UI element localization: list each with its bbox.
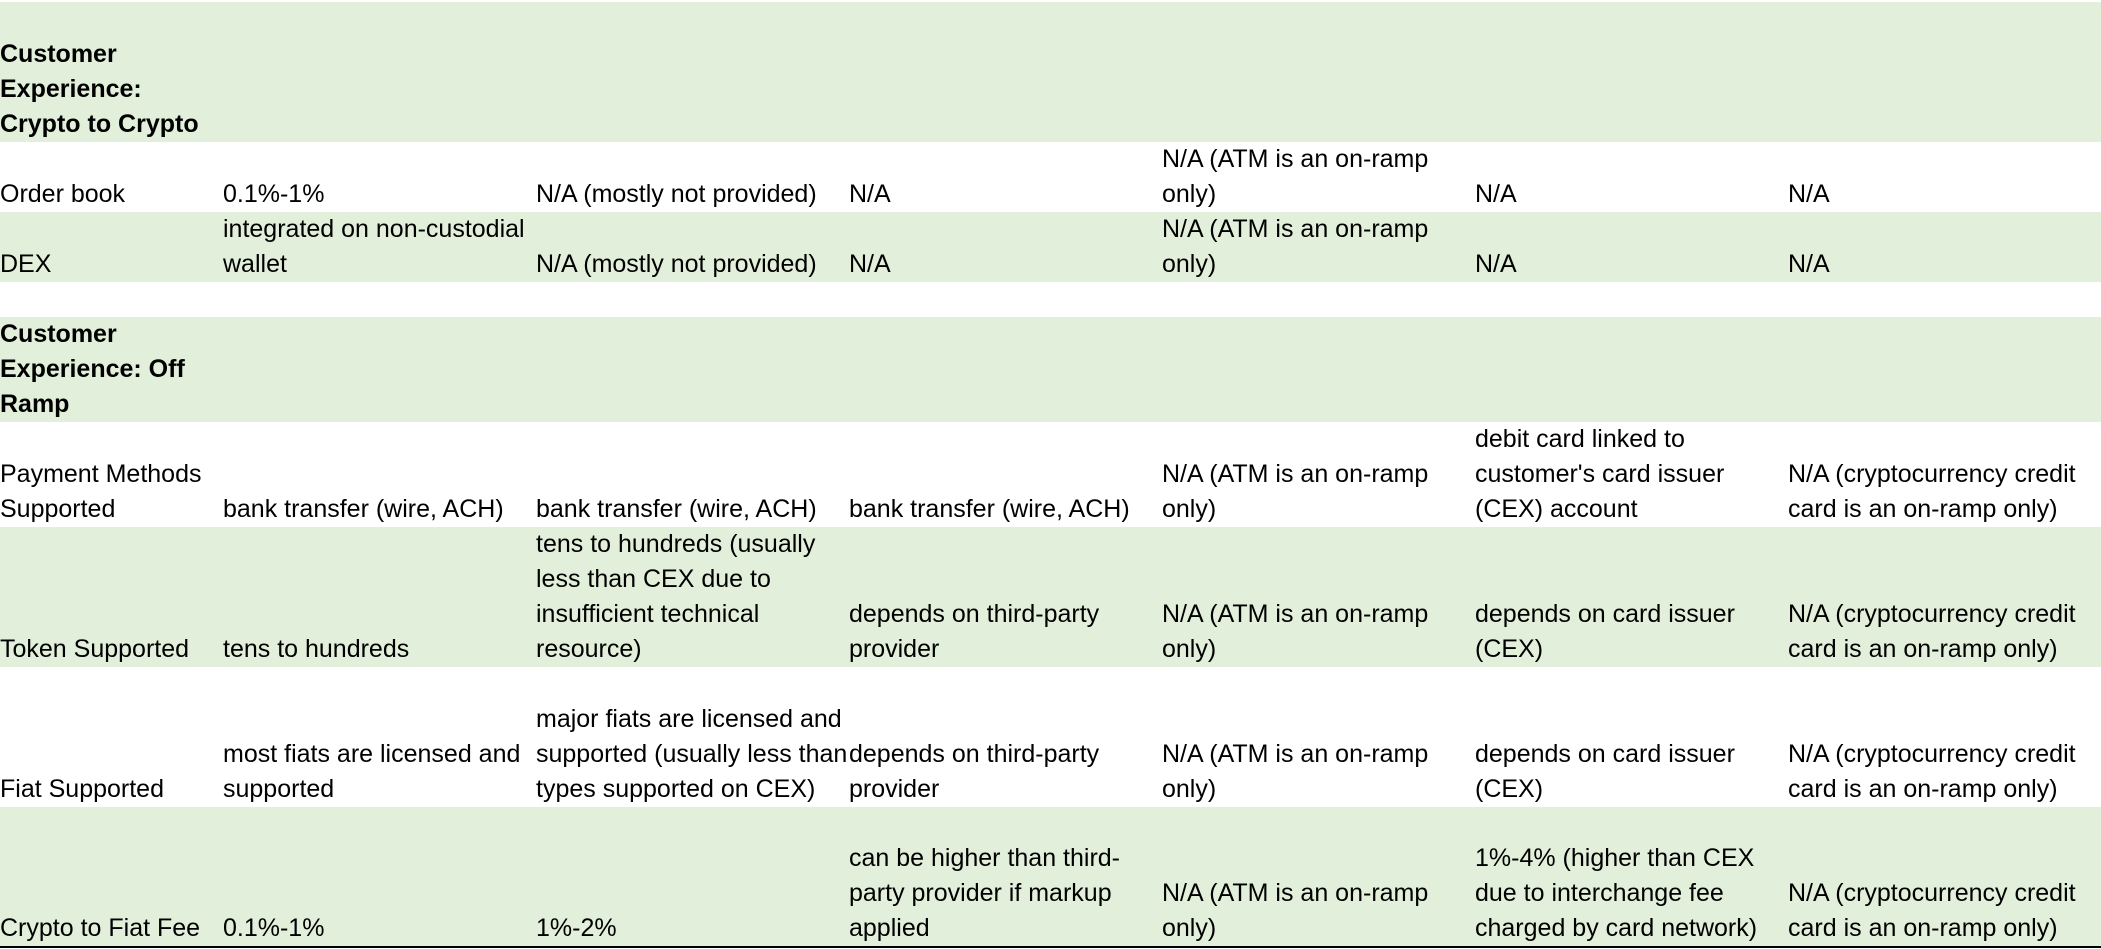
cell: N/A (cryptocurrency credit card is an on-ramp only) <box>1788 667 2101 807</box>
cell: depends on card issuer (CEX) <box>1475 527 1788 667</box>
cell: N/A <box>1475 142 1788 212</box>
cell: N/A (ATM is an on-ramp only) <box>1162 807 1475 947</box>
row-label: Crypto to Fiat Fee <box>0 807 223 947</box>
cell: N/A (ATM is an on-ramp only) <box>1162 212 1475 282</box>
table-row <box>0 667 2101 807</box>
table-row <box>0 212 2101 282</box>
table-row <box>0 807 2101 947</box>
cell: N/A (mostly not provided) <box>536 142 849 212</box>
cell: depends on third-party provider <box>849 667 1162 807</box>
row-label: Payment Methods Supported <box>0 422 223 527</box>
spacer-row <box>0 282 2101 317</box>
section-title: Customer Experience: Off Ramp <box>0 317 223 422</box>
cell: N/A <box>1475 212 1788 282</box>
section-header-row <box>0 2 2101 142</box>
cell: 0.1%-1% <box>223 142 536 212</box>
cell: bank transfer (wire, ACH) <box>223 422 536 527</box>
cell: N/A (ATM is an on-ramp only) <box>1162 667 1475 807</box>
section-header-row <box>0 317 2101 422</box>
row-label: Fiat Supported <box>0 667 223 807</box>
cell: N/A (cryptocurrency credit card is an on-ramp only) <box>1788 527 2101 667</box>
cell: N/A (mostly not provided) <box>536 212 849 282</box>
cell: N/A (ATM is an on-ramp only) <box>1162 527 1475 667</box>
cell: N/A (cryptocurrency credit card is an on-ramp only) <box>1788 807 2101 947</box>
cell: can be higher than third-party provider if markup applied <box>849 807 1162 947</box>
cell: N/A (ATM is an on-ramp only) <box>1162 422 1475 527</box>
cell: depends on third-party provider <box>849 527 1162 667</box>
cell: 0.1%-1% <box>223 807 536 947</box>
cell: 1%-4% (higher than CEX due to interchange fee charged by card network) <box>1475 807 1788 947</box>
row-label: Order book <box>0 142 223 212</box>
cell: N/A <box>849 142 1162 212</box>
table-row <box>0 142 2101 212</box>
cell: N/A <box>1788 142 2101 212</box>
cell: bank transfer (wire, ACH) <box>536 422 849 527</box>
cell: N/A (ATM is an on-ramp only) <box>1162 142 1475 212</box>
comparison-sheet <box>0 2 2101 948</box>
cell: 1%-2% <box>536 807 849 947</box>
cell: tens to hundreds (usually less than CEX due to insufficient technical resource) <box>536 527 849 667</box>
table-row <box>0 527 2101 667</box>
cell: depends on card issuer (CEX) <box>1475 667 1788 807</box>
cell: N/A (cryptocurrency credit card is an on-ramp only) <box>1788 422 2101 527</box>
cell: major fiats are licensed and supported (usually less than types supported on CEX) <box>536 667 849 807</box>
table-row <box>0 422 2101 527</box>
cell: N/A <box>849 212 1162 282</box>
row-label: DEX <box>0 212 223 282</box>
cell: bank transfer (wire, ACH) <box>849 422 1162 527</box>
cell: N/A <box>1788 212 2101 282</box>
cell: most fiats are licensed and supported <box>223 667 536 807</box>
cell: tens to hundreds <box>223 527 536 667</box>
section-title: Customer Experience: Crypto to Crypto <box>0 2 223 142</box>
row-label: Token Supported <box>0 527 223 667</box>
cell: debit card linked to customer's card issuer (CEX) account <box>1475 422 1788 527</box>
cell: integrated on non-custodial wallet <box>223 212 536 282</box>
